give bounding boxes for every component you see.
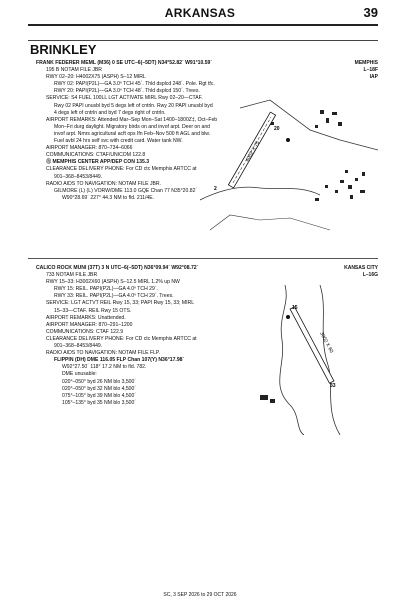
entry2-line: 020°–050° byd 32 NM blo 4,500´: [62, 385, 137, 392]
runway-end-2: 2: [214, 186, 217, 192]
entry2-line: 105°–135° byd 35 NM blo 3,500´: [62, 399, 137, 406]
entry1-region: MEMPHIS: [354, 60, 378, 66]
state-header: ARKANSAS: [164, 6, 236, 20]
entry1-line: CLEARANCE DELIVERY PHONE: For CD ctc Memphis ARTCC at: [46, 166, 197, 173]
entry1-line: RWY 20: PAPI(P2L)—GA 3.0º TCH 48´. Thld dsplcd 150´. Trees.: [54, 88, 200, 95]
entry2-line: DME unusable:: [62, 371, 97, 378]
entry1-line: invof arpt. Nmrs agricultural acft ops Ifn Feb–Nov 500 ft AGL and blw.: [54, 130, 211, 137]
entry1-line: COMMUNICATIONS: CTAF/UNICOM 122.8: [46, 152, 146, 159]
entry-separator: [28, 258, 378, 259]
entry2-line: 15–33—CTAF. REIL Rwy 15 OTS.: [54, 307, 132, 314]
runway-end-33: 33: [330, 383, 336, 389]
city-heading: BRINKLEY: [30, 42, 97, 57]
entry2-line: AIRPORT MANAGER: 870–291–1200: [46, 321, 133, 328]
entry1-line: RADIO AIDS TO NAVIGATION: NOTAM FILE JBR.: [46, 180, 162, 187]
entry2-line: 733 NOTAM FILE JBR: [46, 272, 98, 279]
entry1-line: RWY 02: PAPI(P2L)—GA 3.0º TCH 45´. Thld dsplcd 248´. Pole. Rgt tfc.: [54, 81, 215, 88]
airport-diagram-frank-federer: [200, 90, 378, 240]
entry1-iap: IAP: [369, 74, 378, 80]
entry2-line: COMMUNICATIONS: CTAF 122.9: [46, 328, 124, 335]
city-rule: [28, 40, 378, 41]
runway-dimension-label: 3002 X 60: [318, 331, 335, 355]
entry1-line: GILMORE (L) (L) VORW/DME 113.0 GQE Chan 77 N35°20.82´: [54, 187, 198, 194]
entry2-line: 020°–050° byd 26 NM blo 3,500´: [62, 378, 137, 385]
entry1-line: 195 B NOTAM FILE JBR: [46, 67, 102, 74]
entry2-line: CALICO ROCK MUNI (37T) 3 N UTC–6(–5DT) N36°09.94´ W92°08.72´: [36, 265, 199, 271]
entry1-line: SERVICE: S4 FUEL 100LL LGT ACTIVATE MIRL Rwy 02–20—CTAF.: [46, 95, 203, 102]
runway-end-15: 15: [292, 305, 298, 311]
entry1-line: Ⓡ MEMPHIS CENTER APP/DEP CON 135.3: [46, 159, 150, 166]
entry2-line: RWY 15: REIL. PAPI(P2L)—GA 4.0º TCH 29´.: [54, 286, 158, 293]
entry2-line: FLIPPIN (DH) DME 116.05 FLP Chan 107(Y) N36°17.98´: [54, 357, 185, 364]
airport-diagram-calico-rock: [230, 285, 378, 435]
footer-effective-dates: SC, 3 SEP 2026 to 29 OCT 2026: [163, 592, 237, 598]
entry1-side-info: [355, 60, 378, 81]
entry1-line: Rwy 02 PAPI unusbl byd 5 degs left of cntrln. Rwy 20 PAPI unusbl byd: [54, 102, 213, 109]
entry2-chart: L–16G: [362, 272, 378, 278]
header-rule: [28, 24, 378, 26]
entry2-line: RWY 15–33: H3002X60 (ASPH) S–12.5 MIRL 1.2% up NW: [46, 279, 180, 286]
entry1-line: Mon–Fri durg daylight. Migratory birds on and invof arpt. Deer on and: [54, 123, 211, 130]
entry1-chart: L–18F: [363, 67, 378, 73]
entry1-line: W90°28.69´ 227° 44.3 NM to fld. 211/4E.: [62, 194, 155, 201]
entry2-line: RWY 33: REIL. PAPI(P2L)—GA 4.0º TCH 29´. Trees.: [54, 293, 174, 300]
entry1-line: Fuel avbl 24 hrs self svc with credit card. Water tank NW.: [54, 138, 183, 145]
entry1-line: 901–368–8453/8449.: [54, 173, 103, 180]
entry2-line: SERVICE: LGT ACTVT REIL Rwy 15, 33; PAPI Rwy 15, 33; MIRL: [46, 300, 195, 307]
entry2-line: W92°27.50´ 118° 17.2 NM to fld. 782.: [62, 364, 147, 371]
entry1-line: AIRPORT REMARKS: Attended Mar–Sep Mon–Sat 1400–1800Z‡, Oct–Feb: [46, 116, 218, 123]
entry2-side-info: [344, 265, 378, 279]
entry1-line: FRANK FEDERER MEML (M36) 0 SE UTC–6(–5DT) N34°52.82´ W91°10.59´: [36, 60, 213, 66]
entry2-region: KANSAS CITY: [344, 265, 378, 271]
runway-dimension-label: 4002 X 75: [244, 140, 262, 163]
entry2-line: 075°–105° byd 39 NM blo 4,500´: [62, 392, 137, 399]
entry2-line: AIRPORT REMARKS: Unattended.: [46, 314, 126, 321]
entry2-line: 901–368–8453/8449.: [54, 343, 103, 350]
runway-end-20: 20: [274, 126, 280, 132]
page-number: 39: [363, 5, 378, 20]
entry1-line: 4 degs left of cntrln and byd 7 degs right of cntrln.: [54, 109, 166, 116]
entry1-line: AIRPORT MANAGER: 870–734–6066: [46, 145, 133, 152]
entry2-line: CLEARANCE DELIVERY PHONE: For CD ctc Memphis ARTCC at: [46, 335, 197, 342]
entry2-line: RADIO AIDS TO NAVIGATION: NOTAM FILE FLP.: [46, 350, 161, 357]
entry1-line: RWY 02–20: H4002X75 (ASPH) S–12 MIRL: [46, 74, 146, 81]
